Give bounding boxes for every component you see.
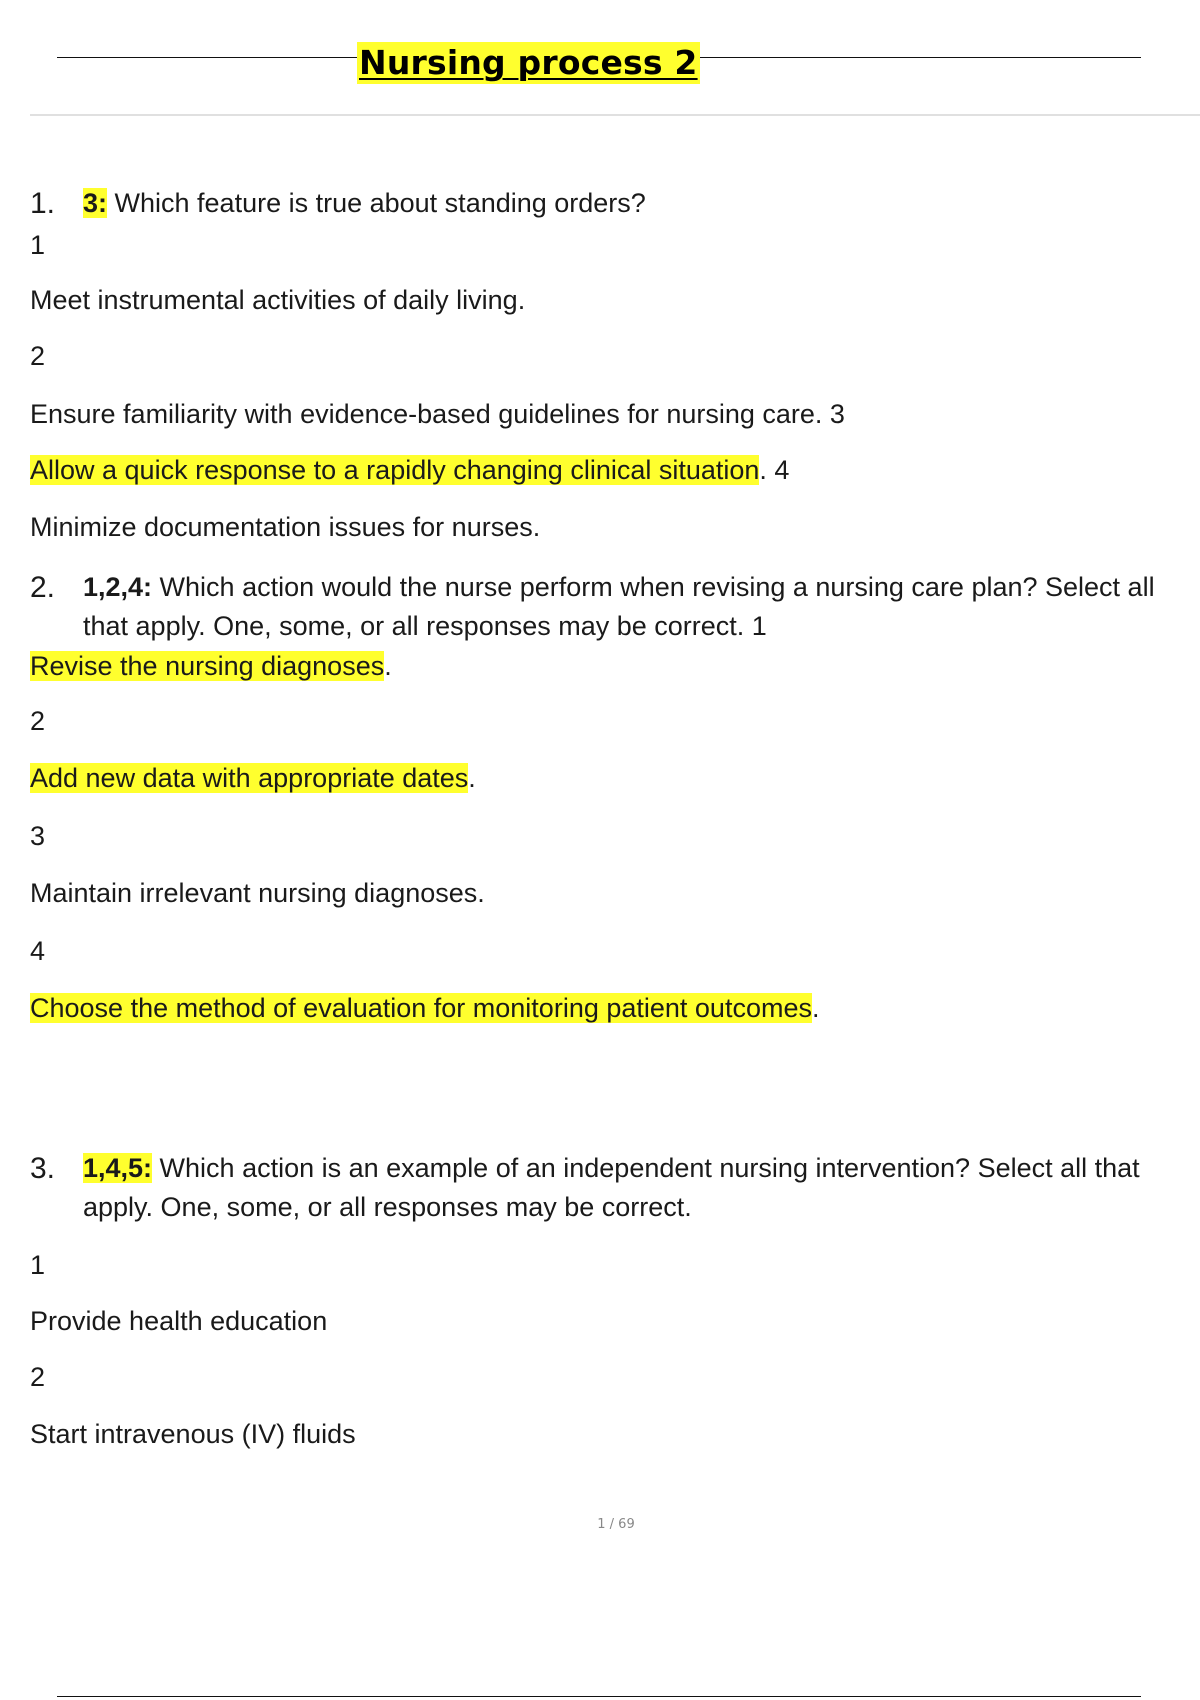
- option-text-correct: [30, 650, 392, 682]
- option-number: 2: [30, 706, 46, 736]
- answer-key: 1,2,4:: [83, 572, 153, 602]
- correct-answer-highlight: Choose the method of evaluation for monitoring patient outcomes: [30, 993, 812, 1023]
- question-stem: Which action is an example of an independent nursing intervention? Select all that apply. One, some, or all responses may be correct.: [83, 1153, 1140, 1222]
- option-text-correct: [30, 762, 476, 794]
- question-number: 2.: [30, 571, 56, 604]
- option-text: Meet instrumental activities of daily living.: [30, 285, 526, 315]
- option-text-correct: [30, 992, 820, 1024]
- bottom-rule: [57, 1696, 1141, 1697]
- answer-key: 3:: [83, 188, 108, 218]
- option-number: 1: [30, 230, 46, 260]
- question-stem: Which feature is true about standing orders?: [107, 188, 646, 218]
- correct-answer-highlight: Revise the nursing diagnoses: [30, 651, 385, 681]
- option-text-correct: [30, 454, 789, 486]
- option-number: 3: [30, 821, 46, 851]
- question-1: [30, 184, 1200, 223]
- option-text: Minimize documentation issues for nurses.: [30, 512, 541, 542]
- header-separator: [30, 114, 1200, 116]
- question-text: [83, 184, 1200, 223]
- option-number: 2: [30, 1362, 46, 1392]
- question-number: 1.: [30, 187, 56, 220]
- question-number: 3.: [30, 1152, 56, 1185]
- option-text: Start intravenous (IV) fluids: [30, 1419, 356, 1449]
- correct-answer-highlight: Allow a quick response to a rapidly changing clinical situation: [30, 455, 760, 485]
- option-text: Maintain irrelevant nursing diagnoses.: [30, 878, 485, 908]
- option-number: 2: [30, 341, 46, 371]
- page-indicator: 1 / 69: [597, 1517, 635, 1532]
- option-tail: .: [811, 993, 820, 1023]
- document-title: Nursing process 2: [359, 43, 698, 82]
- question-2: [30, 568, 1200, 646]
- option-number: 4: [30, 936, 46, 966]
- option-text: Provide health education: [30, 1306, 328, 1336]
- question-3: [30, 1149, 1200, 1227]
- option-tail: .: [384, 651, 392, 681]
- question-text: [83, 1149, 1200, 1227]
- correct-answer-highlight: Add new data with appropriate dates: [30, 763, 469, 793]
- option-tail: .: [468, 763, 476, 793]
- option-number: 1: [30, 1250, 46, 1280]
- option-tail: . 4: [759, 455, 790, 485]
- option-text: Ensure familiarity with evidence-based guidelines for nursing care. 3: [30, 399, 845, 429]
- question-stem: Which action would the nurse perform when revising a nursing care plan? Select all that apply. One, some, or all responses may be correct. 1: [83, 572, 1155, 641]
- answer-key: 1,4,5:: [83, 1153, 153, 1183]
- question-text: [83, 568, 1200, 646]
